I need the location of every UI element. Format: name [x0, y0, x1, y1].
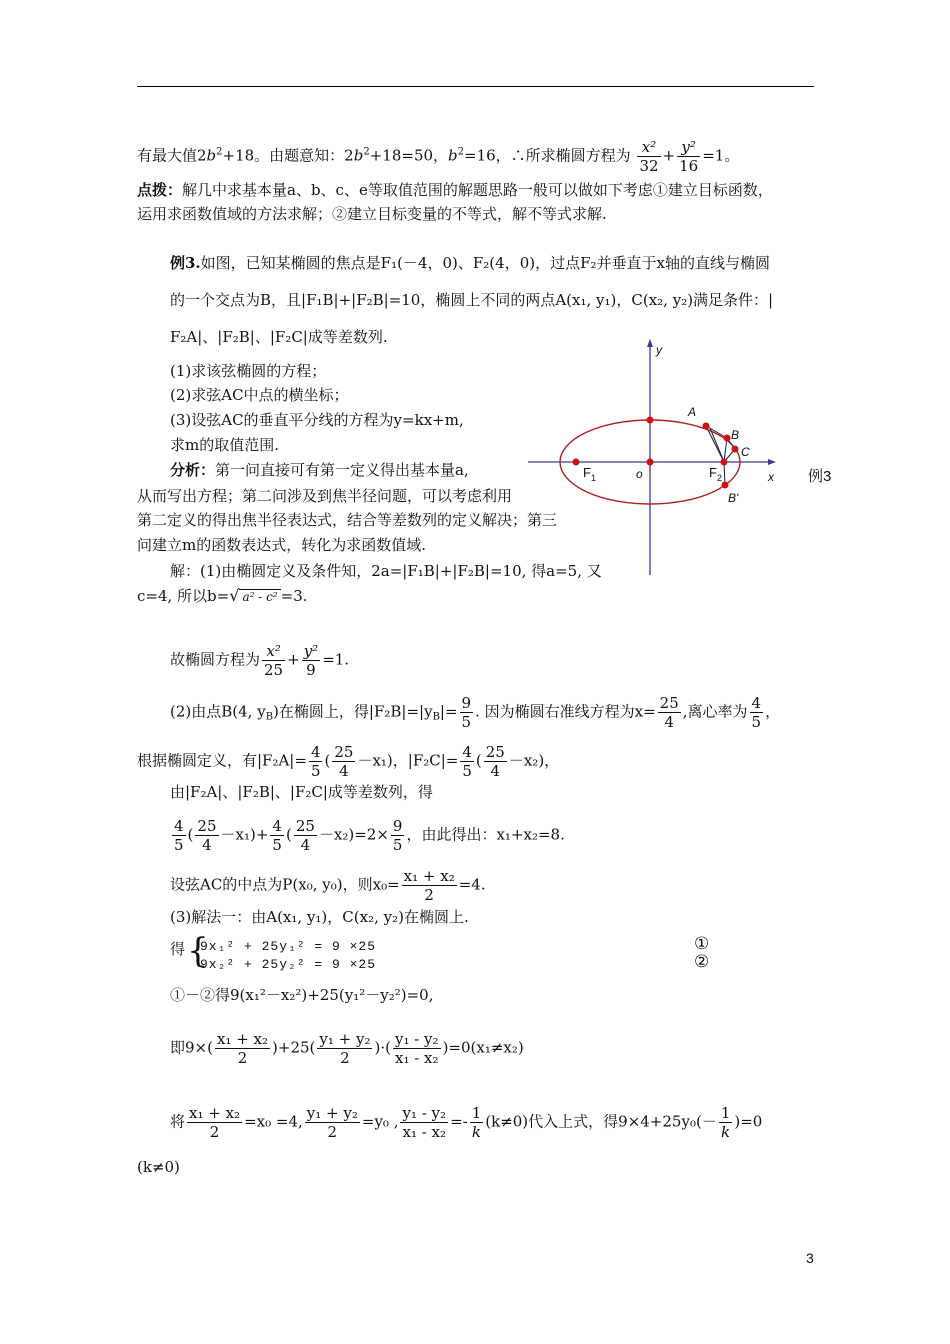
- analysis-line-2: 从而写出方程；第二问涉及到焦半径问题，可以考虑利用: [137, 487, 513, 505]
- x-axis-arrow: [768, 459, 776, 465]
- system-eq-1: 9x₁² + 25y₁² = 9 ×25: [200, 939, 377, 954]
- label-a: A: [688, 405, 697, 419]
- point-f2: [721, 459, 728, 466]
- line-max-value: 有最大值$2b^2+18$。由题意知：$2b^2+18=50$，$b^2=16$，∴所求椭圆方程为 $\frac{\text{x²}}{32}$ + $\frac{\text{y²}}{16}$ =1。: [137, 138, 740, 175]
- solution-3-k-condition: (k≠0): [137, 1158, 180, 1176]
- ellipse-figure: [520, 335, 785, 580]
- solution-3-de: 得: [170, 940, 186, 958]
- question-2: (2)求弦AC中点的横坐标；: [170, 386, 349, 404]
- system-brace: {: [187, 931, 209, 971]
- analysis-line-4: 问建立m的函数表达式，转化为求函数值域.: [137, 536, 426, 554]
- label-x: x: [768, 470, 774, 484]
- example-3-line-3: F₂A|、|F₂B|、|F₂C|成等差数列.: [170, 328, 388, 346]
- point-f1: [573, 459, 580, 466]
- page-number: 3: [806, 1250, 814, 1266]
- header-rule: [137, 86, 814, 87]
- label-b: B: [731, 428, 740, 442]
- solution-3-substitute: 将 $\frac{\text{x₁ + x₂}}{2}$ =x₀ =4, $\frac{\text{y₁ + y₂}}{2}$ =y₀ , $\frac{\text{y₁ - y₂}}{\text{x₁ - x₂}}$ =- $\frac{1}{k}$ (k≠0)代入上式，得9×4+25y₀(－ $\frac{1}{k}$ )=0: [170, 1104, 763, 1141]
- question-1: (1)求该弦椭圆的方程；: [170, 362, 327, 380]
- point-b: [724, 435, 731, 442]
- label-y: y: [656, 343, 662, 357]
- question-3-cont: 求m的取值范围.: [170, 436, 279, 454]
- solution-2-line-3: 由|F₂A|、|F₂B|、|F₂C|成等差数列，得: [170, 783, 433, 801]
- label-circle-1: ①: [694, 934, 710, 954]
- solution-2-line-4: $\frac{4}{5}$ ( $\frac{25}{4}$ －x₁)+ $\frac{4}{5}$ ( $\frac{25}{4}$ －x₂)=2× $\frac{9}{5}$ ，由此得出：x₁+x₂=8.: [174, 817, 565, 854]
- solution-3-product: 即9×( $\frac{\text{x₁ + x₂}}{2}$ )+25( $\frac{\text{y₁ + y₂}}{2}$ )·( $\frac{\text{y₁ - y₂}}{\text{x₁ - x₂}}$ )=0(x₁≠x₂): [170, 1030, 524, 1067]
- point-top: [647, 417, 654, 424]
- label-o: o: [636, 467, 643, 481]
- question-3: (3)设弦AC的垂直平分线的方程为y=kx+m,: [170, 411, 464, 429]
- system-eq-2: 9x₂² + 25y₂² = 9 ×25: [200, 957, 377, 972]
- point-a: [703, 423, 710, 430]
- label-f2-sub: 2: [717, 473, 723, 483]
- example-3-line-1: 例3.如图，已知某椭圆的焦点是F₁(－4，0)、F₂(4，0)，过点F₂并垂直于x轴的直线与椭圆: [170, 254, 770, 272]
- example-3-line-2: 的一个交点为B，且|F₁B|+|F₂B|=10，椭圆上不同的两点A(x₁, y₁)，C(x₂, y₂)满足条件：|: [170, 291, 774, 309]
- label-c: C: [741, 445, 750, 459]
- solution-1-line-1: 解：(1)由椭圆定义及条件知，2a=|F₁B|+|F₂B|=10, 得a=5, 又: [170, 562, 602, 580]
- fraction-x2-32: $\frac{\text{x²}}{32}$: [639, 138, 659, 175]
- label-f1-sub: 1: [591, 473, 597, 483]
- solution-3-subtract: ①－②得9(x₁²－x₂²)+25(y₁²－y₂²)=0,: [170, 986, 434, 1004]
- y-axis-arrow: [647, 339, 653, 347]
- analysis-line-3: 第二定义的得出焦半径表达式，结合等差数列的定义解决；第三: [137, 511, 558, 529]
- radicand: a² - c²: [239, 589, 280, 604]
- label-f2: F: [709, 465, 717, 480]
- solution-1-ellipse-eq: 故椭圆方程为 $\frac{\text{x²}}{25}$ + $\frac{\text{y²}}{9}$ =1.: [170, 642, 350, 679]
- point-origin: [647, 459, 654, 466]
- fraction-y2-16: $\frac{\text{y²}}{16}$: [679, 138, 699, 175]
- analysis-line-1: 分析：第一问直接可有第一定义得出基本量a,: [170, 461, 469, 479]
- solution-2-line-2: 根据椭圆定义，有|F₂A|= $\frac{4}{5}$ ( $\frac{25}{4}$ －x₁)，|F₂C|= $\frac{4}{5}$ ( $\frac{25}{4}$ －x₂)，: [137, 743, 560, 780]
- label-bprime: B': [728, 491, 739, 505]
- label-f1: F: [583, 465, 591, 480]
- tip-label: 点拨：: [137, 181, 183, 199]
- solution-1-line-2: c=4, 所以b=√ a² - c² =3.: [137, 586, 308, 605]
- label-circle-2: ②: [694, 952, 710, 972]
- figure-caption: 例3: [808, 468, 832, 485]
- tip-line-2: 运用求函数值域的方法求解；②建立目标变量的不等式，解不等式求解.: [137, 205, 607, 223]
- point-bprime: [722, 482, 729, 489]
- solution-2-midpoint: 设弦AC的中点为P(x₀, y₀)，则x₀= $\frac{\text{x₁ + x₂}}{2}$ =4.: [170, 867, 486, 904]
- solution-2-line-1: (2)由点B(4, $y_B$)在椭圆上，得$|F_2B|=|y_B|=$ $\frac{9}{5}$ . 因为椭圆右准线方程为x= $\frac{25}{4}$ ,离心率为 $\frac{4}{5}$ ，: [170, 694, 781, 731]
- tip-line-1: 点拨：解几中求基本量a、b、c、e等取值范围的解题思路一般可以做如下考虑①建立目标函数，: [137, 181, 773, 199]
- chord-f2-a2: [710, 428, 724, 462]
- solution-3-line-1: (3)解法一：由A(x₁, y₁)，C(x₂, y₂)在椭圆上.: [170, 908, 469, 926]
- point-c: [732, 446, 739, 453]
